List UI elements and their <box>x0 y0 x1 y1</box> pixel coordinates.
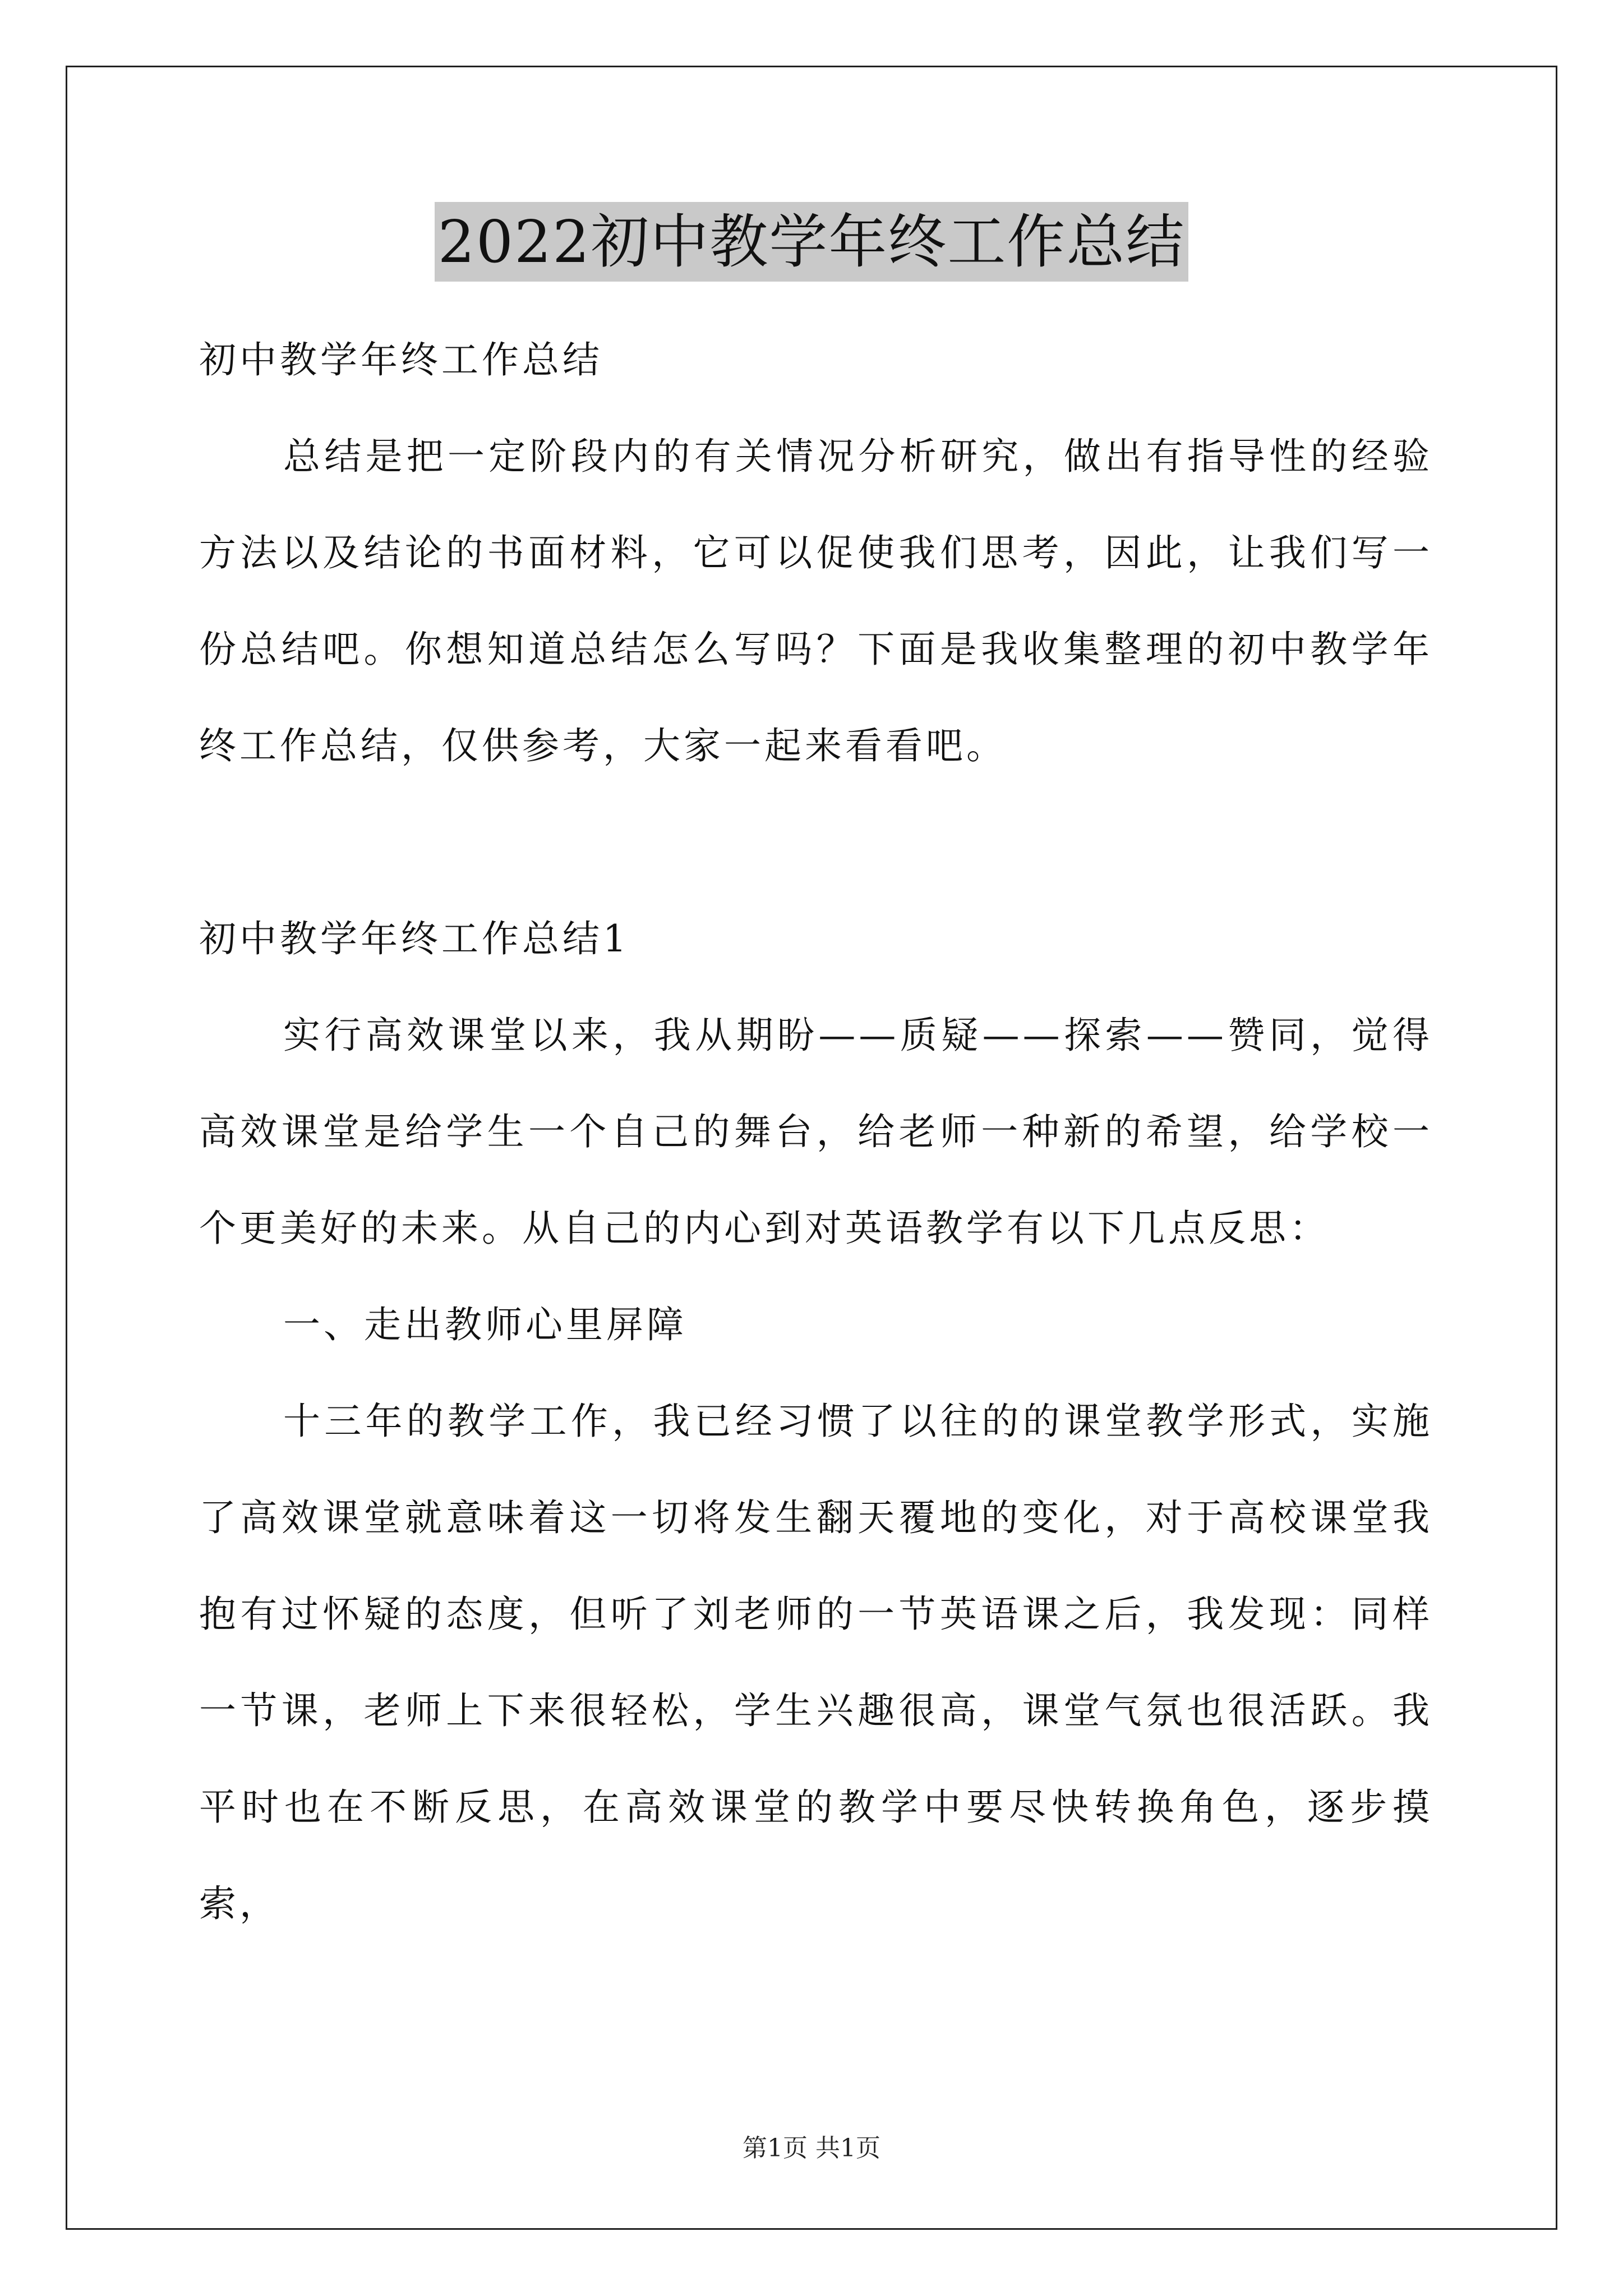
page-footer: 第1页 共1页 <box>743 2134 880 2162</box>
document-subtitle: 初中教学年终工作总结 <box>199 338 603 381</box>
section-spacer <box>199 794 1433 891</box>
intro-paragraph: 总结是把一定阶段内的有关情况分析研究，做出有指导性的经验方法以及结论的书面材料，它可以促使我们思考，因此，让我们写一份总结吧。你想知道总结怎么写吗？下面是我收集整理的初中教学年终工作总结，仅供参考，大家一起来看看吧。 <box>199 435 1433 767</box>
document-title: 2022初中教学年终工作总结 <box>435 202 1189 282</box>
body-paragraph-1: 实行高效课堂以来，我从期盼——质疑——探索——赞同，觉得高效课堂是给学生一个自己的舞台，给老师一种新的希望，给学校一个更美好的未来。从自己的内心到对英语教学有以下几点反思： <box>199 1014 1433 1250</box>
title-container <box>0 202 1623 282</box>
body-paragraph-2: 十三年的教学工作，我已经习惯了以往的的课堂教学形式，实施了高效课堂就意味着这一切将发生翻天覆地的变化，对于高校课堂我抱有过怀疑的态度，但听了刘老师的一节英语课之后，我发现：同样一节课，老师上下来很轻松，学生兴趣很高，课堂气氛也很活跃。我平时也在不断反思，在高效课堂的教学中要尽快转换角色，逐步摸索， <box>199 1400 1433 1925</box>
point-heading-1: 一、走出教师心里屏障 <box>283 1303 687 1346</box>
document-body <box>199 312 1433 1952</box>
section-heading: 初中教学年终工作总结1 <box>199 917 630 960</box>
